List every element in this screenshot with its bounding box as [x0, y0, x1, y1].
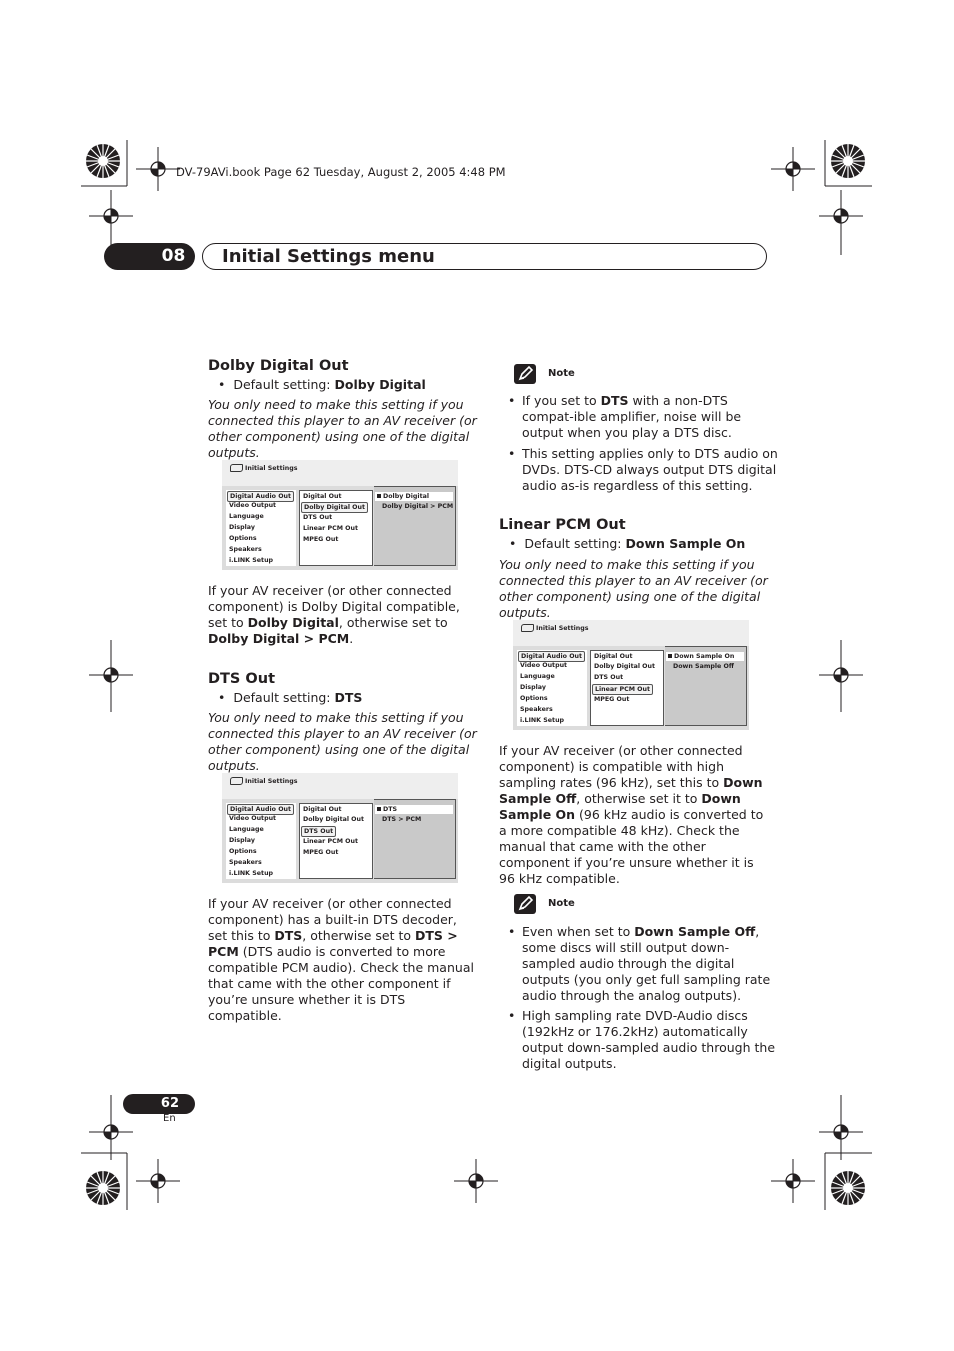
osd-menu-column — [226, 490, 296, 566]
text-bold: DTS — [600, 393, 629, 408]
osd-menu-item[interactable]: Language — [229, 826, 264, 833]
note-2-bullet-2: • High sampling rate DVD-Audio discs (192kHz or 176.2kHz) automatically output down-sampled audio through the digital outputs. — [508, 1008, 780, 1072]
dts-osd-screen — [222, 773, 458, 883]
page-number: 62 — [123, 1094, 195, 1114]
default-value: Down Sample On — [625, 536, 746, 551]
osd-submenu-item[interactable]: DTS Out — [303, 514, 333, 521]
osd-title-text: Initial Settings — [245, 465, 298, 472]
dolby-osd-screen — [222, 460, 458, 570]
osd-submenu-column — [299, 803, 373, 879]
osd-submenu-item[interactable]: Linear PCM Out — [592, 684, 653, 695]
note-label: Note — [548, 368, 575, 379]
text-bold: DTS > PCM — [208, 928, 458, 959]
settings-icon — [230, 464, 243, 472]
osd-option-item[interactable]: Dolby Digital > PCM — [382, 503, 454, 510]
text: (DTS audio is converted to more compatible PCM audio). Check the manual that came with the other component if you’re unsure whether it is DTS compatible. — [208, 944, 474, 1023]
osd-submenu-item[interactable]: MPEG Out — [303, 536, 339, 543]
osd-submenu-item[interactable]: Dolby Digital Out — [301, 502, 368, 513]
pencil-note-icon — [514, 364, 536, 384]
osd-menu-item[interactable]: Language — [229, 513, 264, 520]
dolby-body — [208, 583, 476, 647]
note-1-bullet-1 — [508, 393, 780, 441]
osd-option-item[interactable]: DTS > PCM — [382, 816, 422, 823]
osd-submenu-item[interactable]: MPEG Out — [303, 849, 339, 856]
osd-menu-item[interactable]: Display — [520, 684, 546, 691]
osd-menu-item[interactable]: Video Output — [229, 815, 277, 822]
osd-submenu-item[interactable]: Digital Out — [303, 806, 342, 813]
note-2-bullet-1 — [508, 924, 780, 1004]
default-value: Dolby Digital — [334, 377, 426, 392]
text-bold: Down Sample Off — [634, 924, 756, 939]
osd-title-text: Initial Settings — [536, 625, 589, 632]
osd-submenu-item[interactable]: Linear PCM Out — [303, 838, 359, 845]
settings-icon — [521, 624, 534, 632]
text: . — [349, 631, 354, 646]
text-bold: Down Sample Off — [499, 775, 763, 806]
osd-menu-item[interactable]: Display — [229, 837, 255, 844]
dts-intro: You only need to make this setting if you connected this player to an AV receiver (or other component) using one of the digital outputs. — [208, 710, 477, 773]
osd-menu-item[interactable]: Digital Audio Out — [227, 491, 294, 502]
osd-submenu-item[interactable]: Dolby Digital Out — [303, 816, 365, 823]
osd-options-column — [665, 646, 747, 726]
osd-submenu-item[interactable]: MPEG Out — [594, 696, 630, 703]
text: Even when set to — [522, 924, 635, 939]
osd-submenu-item[interactable]: Linear PCM Out — [303, 525, 359, 532]
chapter-number: 08 — [104, 243, 195, 270]
osd-menu-item[interactable]: Options — [229, 535, 257, 542]
settings-icon — [230, 777, 243, 785]
osd-menu-item[interactable]: Video Output — [229, 502, 277, 509]
text: , some discs will still output down-sampled audio through the digital outputs (you only get full sampling rate audio through the analog outputs). — [522, 924, 771, 1003]
text-bold: Dolby Digital — [247, 615, 339, 630]
osd-submenu-item[interactable]: Dolby Digital Out — [594, 663, 656, 670]
note-1-bullet-2: • This setting applies only to DTS audio on DVDs. DTS-CD always output DTS digital audio as-is regardless of this setting. — [508, 446, 780, 494]
file-header: DV-79AVi.book Page 62 Tuesday, August 2, 2005 4:48 PM — [176, 165, 506, 179]
osd-submenu-item[interactable]: DTS Out — [301, 826, 336, 837]
dolby-default-setting: • Default setting: Dolby Digital — [218, 377, 426, 392]
default-label: Default setting: — [233, 377, 335, 392]
osd-menu-column — [517, 650, 587, 726]
osd-title — [521, 624, 588, 632]
osd-option-item[interactable]: Dolby Digital — [375, 492, 453, 501]
osd-submenu-item[interactable]: Digital Out — [303, 493, 342, 500]
default-value: DTS — [334, 690, 363, 705]
text-bold: Down Sample On — [499, 791, 741, 822]
osd-title — [230, 464, 297, 472]
osd-menu-item[interactable]: i.LINK Setup — [520, 717, 565, 724]
osd-menu-item[interactable]: Speakers — [229, 859, 262, 866]
osd-menu-item[interactable]: Speakers — [520, 706, 553, 713]
language-code: En — [163, 1113, 176, 1124]
text: If your AV receiver (or other connected component) is compatible with high sampling rates (96 kHz), set this to — [499, 743, 743, 790]
dolby-intro: You only need to make this setting if you connected this player to an AV receiver (or other component) using one of the digital outputs. — [208, 397, 477, 460]
dts-heading: DTS Out — [208, 671, 275, 687]
text: If your AV receiver (or other connected component) is Dolby Digital compatible, set to — [208, 583, 460, 630]
osd-submenu-column — [299, 490, 373, 566]
osd-menu-item[interactable]: i.LINK Setup — [229, 557, 274, 564]
osd-submenu-item[interactable]: Digital Out — [594, 653, 633, 660]
osd-menu-item[interactable]: Speakers — [229, 546, 262, 553]
osd-menu-item[interactable]: Digital Audio Out — [227, 804, 294, 815]
text: (96 kHz audio is converted to a more compatible 48 kHz). Check the manual that came with the other component if you’re unsure whether it is 96 kHz compatible. — [499, 807, 764, 886]
text: , otherwise set to — [338, 615, 448, 630]
osd-menu-column — [226, 803, 296, 879]
osd-title-text: Initial Settings — [245, 778, 298, 785]
lpcm-body — [499, 743, 769, 887]
osd-menu-item[interactable]: Language — [520, 673, 555, 680]
osd-title — [230, 777, 297, 785]
note-label: Note — [548, 898, 575, 909]
osd-menu-item[interactable]: Display — [229, 524, 255, 531]
osd-submenu-item[interactable]: DTS Out — [594, 674, 624, 681]
dts-body — [208, 896, 476, 1024]
osd-submenu-column — [590, 650, 664, 726]
text: , otherwise set it to — [576, 791, 702, 806]
text-bold: DTS — [274, 928, 303, 943]
osd-menu-item[interactable]: Video Output — [520, 662, 568, 669]
osd-menu-item[interactable]: Options — [520, 695, 548, 702]
osd-menu-item[interactable]: i.LINK Setup — [229, 870, 274, 877]
lpcm-heading: Linear PCM Out — [499, 517, 626, 533]
osd-menu-item[interactable]: Options — [229, 848, 257, 855]
text: , otherwise set to — [302, 928, 416, 943]
lpcm-default-setting: • Default setting: Down Sample On — [509, 536, 746, 551]
pencil-note-icon — [514, 894, 536, 914]
dolby-heading: Dolby Digital Out — [208, 358, 349, 374]
text: If your AV receiver (or other connected component) has a built-in DTS decoder, set this to — [208, 896, 457, 943]
osd-option-item[interactable]: Down Sample Off — [673, 663, 734, 670]
default-label: Default setting: — [524, 536, 626, 551]
text: with a non-DTS compat-ible amplifier, noise will be output when you play a DTS disc. — [522, 393, 742, 440]
osd-options-column — [374, 486, 456, 566]
text: If you set to — [522, 393, 601, 408]
text-bold: Dolby Digital > PCM — [208, 631, 350, 646]
lpcm-osd-screen — [513, 620, 749, 730]
lpcm-intro: You only need to make this setting if you connected this player to an AV receiver (or other component) using one of the digital outputs. — [499, 557, 768, 620]
osd-option-item[interactable]: DTS — [375, 805, 453, 814]
default-label: Default setting: — [233, 690, 335, 705]
osd-options-column — [374, 799, 456, 879]
dts-default-setting: • Default setting: DTS — [218, 690, 363, 705]
osd-menu-item[interactable]: Digital Audio Out — [518, 651, 585, 662]
chapter-title: Initial Settings menu — [202, 243, 767, 270]
osd-option-item[interactable]: Down Sample On — [666, 652, 744, 661]
